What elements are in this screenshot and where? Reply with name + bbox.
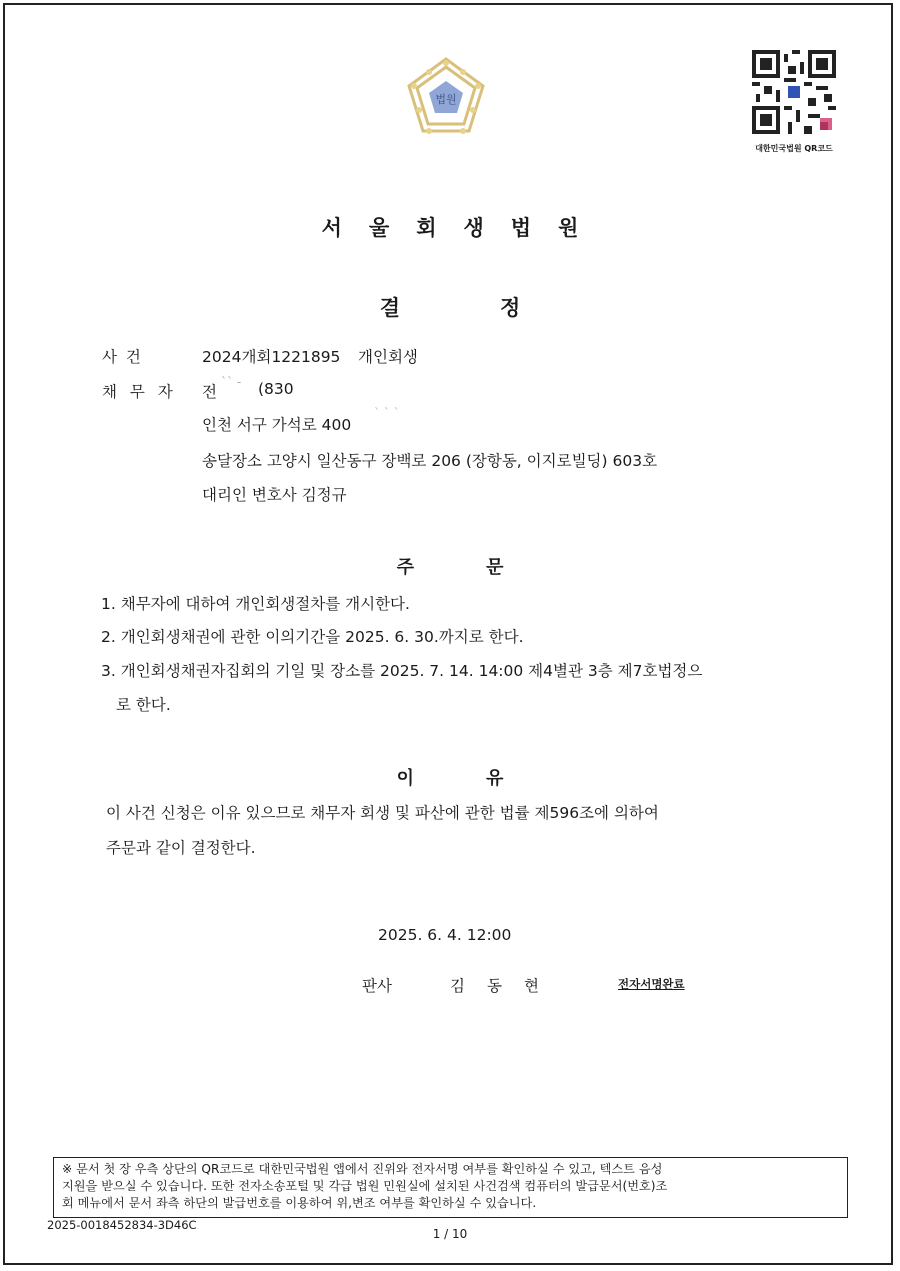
decision-date: 2025. 6. 4. 12:00	[378, 926, 512, 944]
delivery-place: 송달장소 고양시 일산동구 장백로 206 (장항동, 이지로빌딩) 603호	[202, 452, 658, 470]
court-emblem-icon	[403, 55, 489, 141]
order-item: 1. 채무자에 대하여 개인회생절차를 개시한다.	[101, 595, 410, 613]
debtor-name: 전	[202, 383, 217, 401]
qr-caption: 대한민국법원 QR코드	[755, 144, 833, 153]
order-item-continuation: 로 한다.	[116, 696, 171, 714]
notice-line: 지원을 받으실 수 있습니다. 또한 전자소송포털 및 각급 법원 민원실에 설치된 사건검색 컴퓨터의 발급문서(번호)조	[62, 1179, 668, 1193]
debtor-address: 인천 서구 가석로 400	[202, 416, 352, 434]
court-name: 서울회생법원	[321, 216, 606, 240]
order-item: 2. 개인회생채권에 관한 이의기간을 2025. 6. 30.까지로 한다.	[101, 628, 524, 646]
judge-name: 김동현	[450, 977, 561, 995]
redaction-mark: ˋ ˋ ˋ	[374, 406, 400, 420]
order-heading: 주문	[396, 557, 576, 578]
reason-text: 이 사건 신청은 이유 있으므로 채무자 회생 및 파산에 관한 법률 제596조에 의하여	[106, 804, 659, 822]
case-label: 사 건	[102, 348, 143, 366]
judge-title: 판사	[362, 977, 392, 995]
e-signature-status: 전자서명완료	[618, 977, 685, 991]
reason-text: 주문과 같이 결정한다.	[106, 839, 256, 857]
page-number: 1 / 10	[432, 1227, 468, 1241]
verification-notice	[53, 1157, 848, 1218]
emblem-text: 법원	[435, 93, 457, 106]
reason-heading: 이유	[396, 768, 576, 789]
redaction-mark: ˋˋ -	[221, 375, 242, 389]
notice-line: ※ 문서 첫 장 우측 상단의 QR코드로 대한민국법원 앱에서 진위와 전자서명 여부를 확인하실 수 있고, 텍스트 음성	[62, 1162, 663, 1176]
legal-agent: 대리인 변호사 김정규	[202, 486, 347, 504]
debtor-label: 채 무 자	[102, 383, 177, 401]
case-number: 2024개회1221895	[202, 348, 341, 366]
document-title: 결정	[379, 296, 621, 320]
issue-number: 2025-0018452834-3D46C	[47, 1218, 197, 1232]
debtor-id: (830	[258, 380, 294, 398]
case-type: 개인회생	[358, 348, 418, 366]
qr-code-icon[interactable]	[752, 50, 836, 134]
notice-line: 회 메뉴에서 문서 좌측 하단의 발급번호를 이용하여 위,변조 여부를 확인하실 수 있습니다.	[62, 1196, 537, 1210]
order-item: 3. 개인회생채권자집회의 기일 및 장소를 2025. 7. 14. 14:00 제4별관 3층 제7호법정으	[101, 662, 703, 680]
